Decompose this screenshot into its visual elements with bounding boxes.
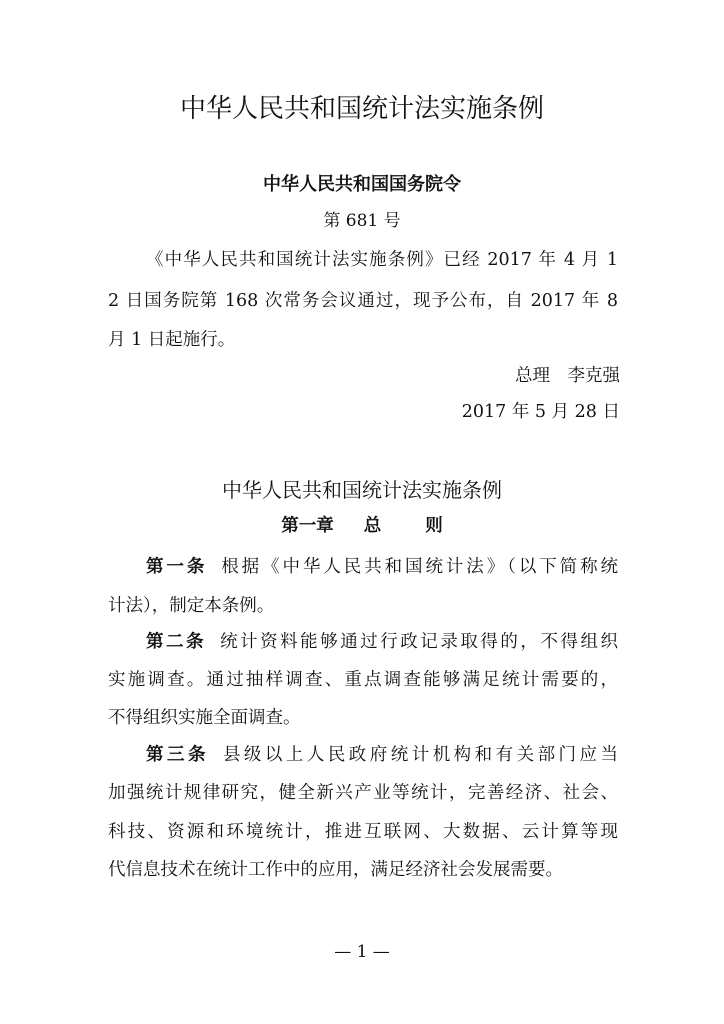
chapter-label: 第一章 [281, 516, 334, 536]
article-3-line: 加强统计规律研究，健全新兴产业等统计，完善经济、社会、 [108, 783, 618, 803]
article-2-line [146, 628, 618, 653]
chapter-heading [0, 512, 724, 537]
article-text: 县级以上人民政府统计机构和有关部门应当 [222, 745, 619, 765]
chapter-name-2: 则 [425, 516, 443, 536]
decree-text-line: 《中华人民共和国统计法实施条例》已经 2017 年 4 月 1 [146, 250, 618, 270]
article-3-line: 代信息技术在统计工作中的应用，满足经济社会发展需要。 [108, 860, 563, 880]
article-2-line: 实施调查。通过抽样调查、重点调查能够满足统计需要的， [108, 670, 618, 690]
decree-heading: 中华人民共和国国务院令 [263, 174, 461, 195]
article-text: 统计资料能够通过行政记录取得的，不得组织 [220, 632, 619, 652]
article-label: 第三条 [146, 745, 209, 765]
article-text: 根据《中华人民共和国统计法》（以下简称统 [221, 557, 619, 577]
signature: 总理 李克强 [515, 366, 620, 386]
article-label: 第二条 [146, 632, 207, 652]
decree-text-line: 2 日国务院第 168 次常务会议通过，现予公布，自 2017 年 8 [108, 291, 618, 311]
decree-number: 第 681 号 [323, 211, 401, 231]
article-2-line: 不得组织实施全面调查。 [108, 708, 301, 728]
regulation-title: 中华人民共和国统计法实施条例 [222, 478, 502, 502]
article-3-line [146, 741, 618, 766]
document-title: 中华人民共和国统计法实施条例 [179, 94, 544, 124]
article-label: 第一条 [146, 557, 208, 577]
article-1-line [146, 553, 618, 578]
article-1-line: 计法），制定本条例。 [108, 596, 275, 616]
decree-text-line: 月 1 日起施行。 [108, 330, 236, 350]
page-number: — 1 — [334, 942, 390, 962]
signature-date: 2017 年 5 月 28 日 [461, 402, 620, 422]
article-3-line: 科技、资源和环境统计，推进互联网、大数据、云计算等现 [108, 822, 618, 842]
chapter-name-1: 总 [363, 516, 382, 536]
